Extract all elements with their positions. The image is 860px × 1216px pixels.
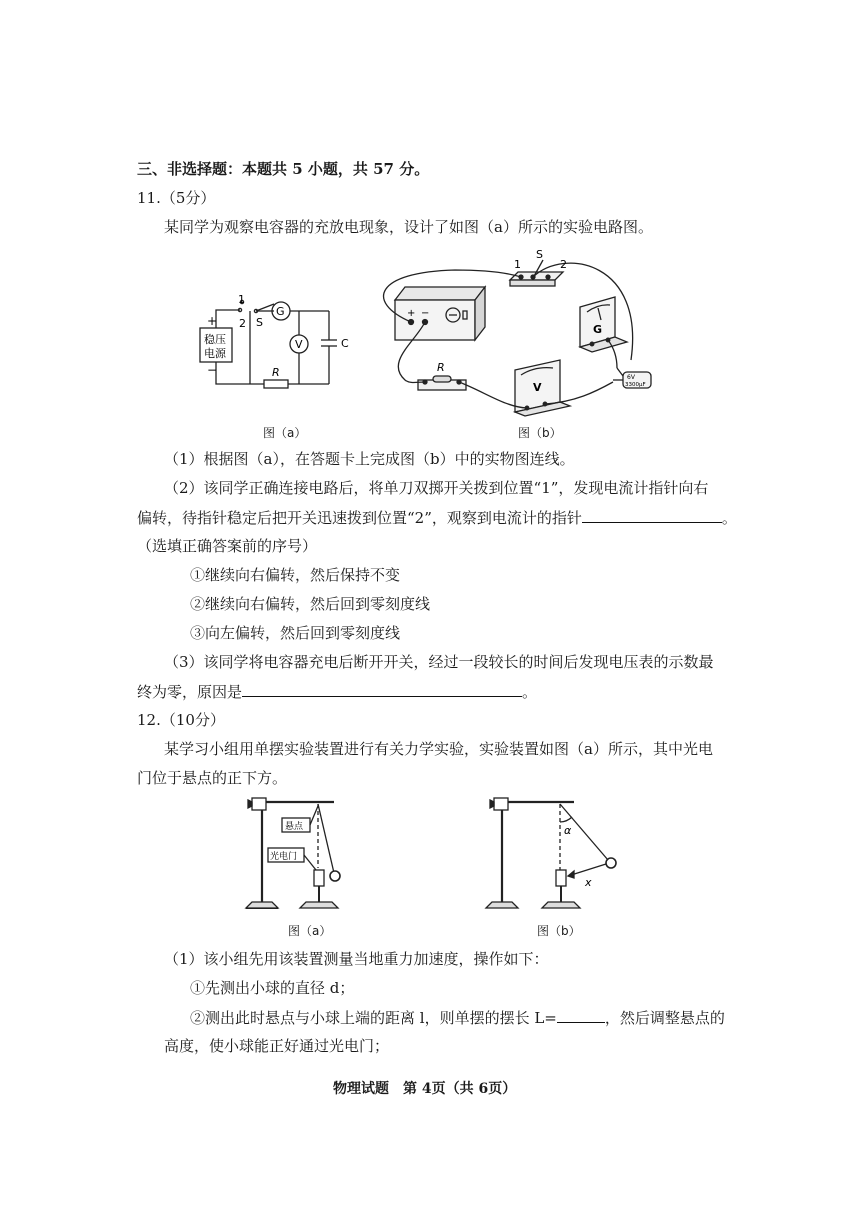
fig-a-source-line1: 稳压 <box>204 333 226 346</box>
q11-part2-answer-blank[interactable] <box>582 506 722 523</box>
page-footer: 物理试题 第 4页（共 6页） <box>333 1081 517 1097</box>
q12-intro-line1: 某学习小组用单摆实验装置进行有关力学实验，实验装置如图（a）所示，其中光电 <box>164 740 713 758</box>
photogate <box>314 870 324 886</box>
q11-option-2: ②继续向右偏转，然后回到零刻度线 <box>190 595 431 613</box>
q11-option-3: ③向左偏转，然后回到零刻度线 <box>190 624 401 642</box>
q12-number: 12.（10分） <box>137 711 225 729</box>
q11-option-1: ①继续向右偏转，然后保持不变 <box>190 566 401 584</box>
fig-a-label-minus: − <box>207 363 218 377</box>
fig-a-label-r: R <box>272 366 280 379</box>
fig-b-label-g: G <box>593 323 603 336</box>
q11-part3-answer-blank[interactable] <box>242 680 522 697</box>
fig-a-label-s: S <box>256 316 263 329</box>
fig-b-label-plus: + <box>407 308 416 319</box>
fig-b-label-minus: − <box>421 308 430 319</box>
q11-part3-text: 终为零，原因是 <box>137 683 243 701</box>
fig-b-label-2: 2 <box>560 258 567 271</box>
q12-intro-line2: 门位于悬点的正下方。 <box>137 769 288 787</box>
q12-fig-b-caption: 图（b） <box>537 924 581 938</box>
fig12a-label-gate: 光电门 <box>270 852 298 862</box>
resistor-symbol <box>264 380 288 388</box>
fig-b-label-v: V <box>533 381 542 394</box>
fig12b-label-x: x <box>585 876 592 889</box>
fig-a-label-2: 2 <box>239 317 246 330</box>
fig-b-label-1: 1 <box>514 258 521 271</box>
fig12b-label-alpha: α <box>564 824 572 837</box>
q11-part3-end: 。 <box>522 683 538 701</box>
pendulum-ball <box>330 871 340 881</box>
q12-part1: （1）该小组先用该装置测量当地重力加速度，操作如下： <box>164 950 549 968</box>
q11-number: 11.（5分） <box>137 189 216 207</box>
q11-figure-a <box>196 290 366 400</box>
q12-step2-answer-blank[interactable] <box>557 1006 605 1023</box>
fig-b-cap-label2: 3300μF <box>625 382 646 388</box>
fig-a-label-1: 1 <box>238 293 245 306</box>
fig-a-source-line2: 电源 <box>204 347 226 360</box>
fig12a-label-pivot: 悬点 <box>285 822 304 832</box>
q11-part3-line2 <box>137 680 537 703</box>
q11-fig-a-caption: 图（a） <box>263 426 307 440</box>
pendulum-ball-displaced <box>606 858 616 868</box>
fig-a-label-g: G <box>276 305 285 318</box>
q11-fig-b-caption: 图（b） <box>518 426 562 440</box>
q11-part2-end: 。 <box>721 509 737 527</box>
q12-figure-b <box>482 790 622 915</box>
q12-fig-a-caption: 图（a） <box>288 924 332 938</box>
q12-figure-a <box>238 790 358 915</box>
q11-part2-line1: （2）该同学正确连接电路后，将单刀双掷开关拨到位置“1”，发现电流计指针向右 <box>164 479 709 497</box>
fig-b-cap-label1: 6V <box>627 374 635 381</box>
q11-part3-line1: （3）该同学将电容器充电后断开开关，经过一段较长的时间后发现电压表的示数最 <box>164 653 714 671</box>
q11-part2-line2 <box>137 506 737 529</box>
fig-a-label-plus: + <box>207 314 218 328</box>
q12-step1: ①先测出小球的直径 d； <box>190 979 355 997</box>
fig-b-label-r: R <box>437 361 445 374</box>
q12-step2-line1 <box>190 1006 725 1029</box>
q12-step2-line2: 高度，使小球能正好通过光电门； <box>164 1037 390 1055</box>
fig-b-label-s: S <box>536 248 543 261</box>
fig-a-label-c: C <box>341 337 349 350</box>
q11-part2-text: 偏转，待指针稳定后把开关迅速拨到位置“2”，观察到电流计的指针 <box>137 509 582 527</box>
q11-part2-note: （选填正确答案前的序号） <box>137 537 318 555</box>
power-supply <box>395 287 485 300</box>
q12-step2-end: ，然后调整悬点的 <box>604 1009 725 1027</box>
q11-figure-b <box>355 242 675 417</box>
q11-intro: 某同学为观察电容器的充放电现象，设计了如图（a）所示的实验电路图。 <box>164 218 653 236</box>
fig-a-label-v: V <box>295 338 303 351</box>
q12-step2-text: ②测出此时悬点与小球上端的距离 l，则单摆的摆长 L= <box>190 1009 557 1027</box>
section-title: 三、非选择题：本题共 5 小题，共 57 分。 <box>137 160 430 178</box>
q11-part1: （1）根据图（a），在答题卡上完成图（b）中的实物图连线。 <box>164 450 575 468</box>
